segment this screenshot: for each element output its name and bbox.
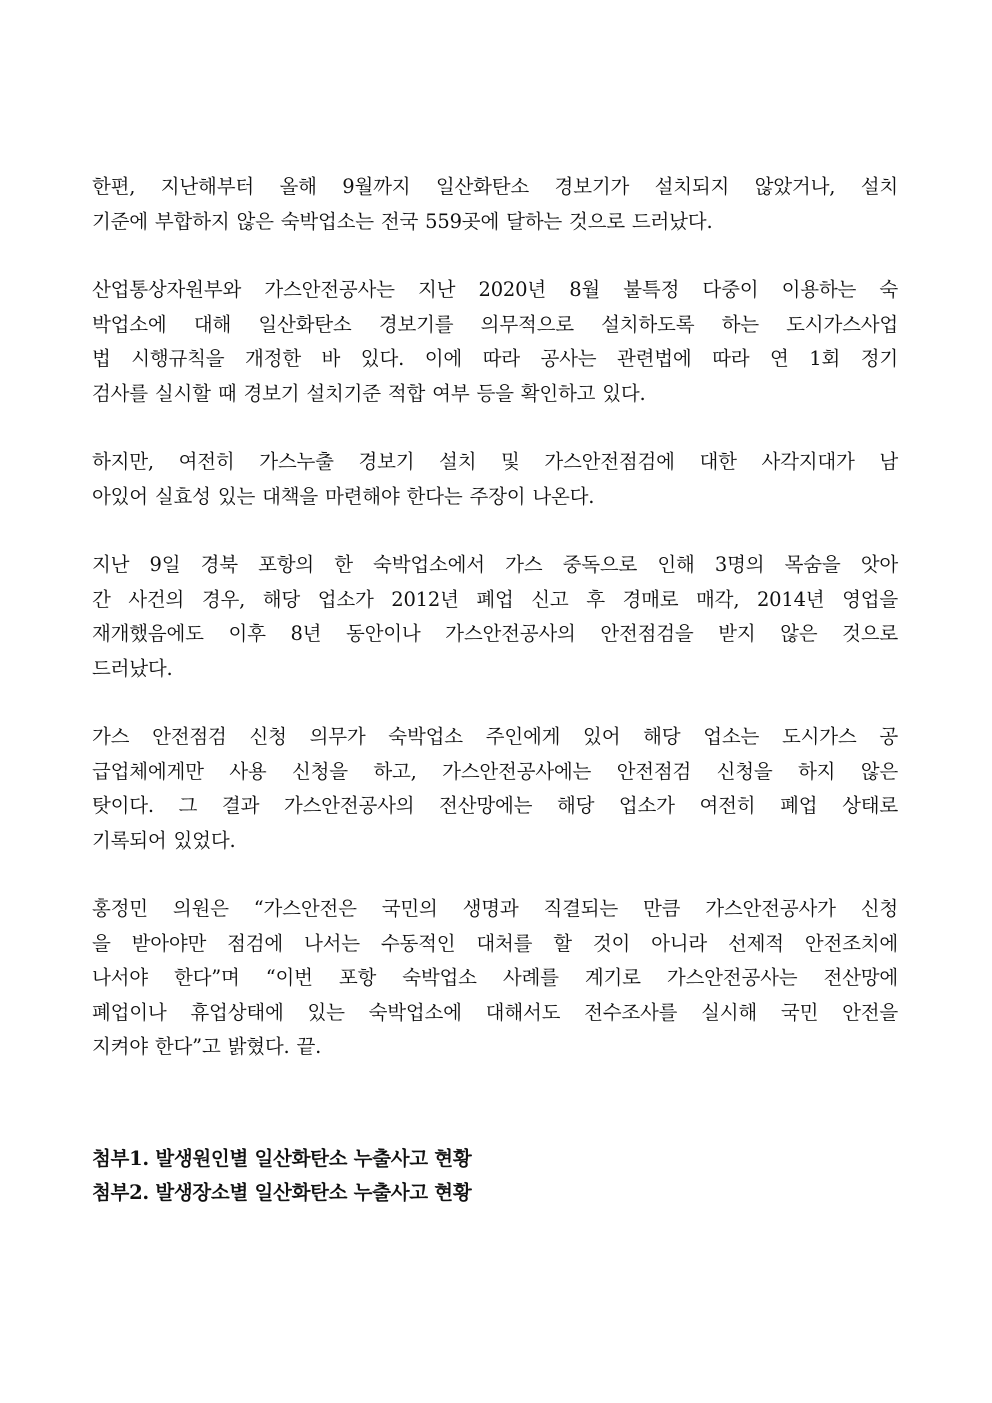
- paragraph-line: 검사를 실시할 때 경보기 설치기준 적합 여부 등을 확인하고 있다.: [92, 381, 646, 405]
- paragraph-line: 나서야 한다”며 “이번 포항 숙박업소 사례를 계기로 가스안전공사는 전산망에: [92, 966, 898, 989]
- attachment-1: 첨부1. 발생원인별 일산화탄소 누출사고 현황: [92, 1147, 472, 1170]
- paragraph-2: [92, 273, 898, 411]
- paragraph-line: 아있어 실효성 있는 대책을 마련해야 한다는 주장이 나온다.: [92, 484, 595, 508]
- paragraph-line: 홍정민 의원은 “가스안전은 국민의 생명과 직결되는 만큼 가스안전공사가 신청: [92, 897, 898, 920]
- paragraph-4: [92, 548, 898, 686]
- paragraph-line: 간 사건의 경우, 해당 업소가 2012년 폐업 신고 후 경매로 매각, 2014년 영업을: [92, 587, 898, 611]
- paragraph-1: [92, 170, 898, 239]
- paragraph-line: 하지만, 여전히 가스누출 경보기 설치 및 가스안전점검에 대한 사각지대가 남: [92, 450, 898, 473]
- paragraph-6: [92, 892, 898, 1065]
- paragraph-line: 기록되어 있었다.: [92, 828, 236, 852]
- document-body: [92, 170, 898, 1099]
- paragraph-line: 드러났다.: [92, 656, 173, 680]
- paragraph-line: 급업체에게만 사용 신청을 하고, 가스안전공사에는 안전점검 신청을 하지 않은: [92, 759, 898, 783]
- paragraph-line: 지켜야 한다”고 밝혔다. 끝.: [92, 1035, 322, 1058]
- paragraph-line: 폐업이나 휴업상태에 있는 숙박업소에 대해서도 전수조사를 실시해 국민 안전을: [92, 1000, 898, 1024]
- paragraph-line: 박업소에 대해 일산화탄소 경보기를 의무적으로 설치하도록 하는 도시가스사업: [92, 312, 898, 336]
- paragraph-line: 기준에 부합하지 않은 숙박업소는 전국 559곳에 달하는 것으로 드러났다.: [92, 209, 713, 233]
- paragraph-line: 지난 9일 경북 포항의 한 숙박업소에서 가스 중독으로 인해 3명의 목숨을 앗아: [92, 553, 898, 576]
- attachment-2: 첨부2. 발생장소별 일산화탄소 누출사고 현황: [92, 1181, 472, 1204]
- paragraph-line: 가스 안전점검 신청 의무가 숙박업소 주인에게 있어 해당 업소는 도시가스 공: [92, 725, 898, 748]
- paragraph-line: 법 시행규칙을 개정한 바 있다. 이에 따라 공사는 관련법에 따라 연 1회 정기: [92, 347, 898, 370]
- attachment-list: [92, 1142, 898, 1210]
- paragraph-line: 한편, 지난해부터 올해 9월까지 일산화탄소 경보기가 설치되지 않았거나, 설치: [92, 175, 898, 198]
- paragraph-3: [92, 445, 898, 514]
- paragraph-line: 을 받아야만 점검에 나서는 수동적인 대처를 할 것이 아니라 선제적 안전조치에: [92, 931, 898, 955]
- paragraph-line: 재개했음에도 이후 8년 동안이나 가스안전공사의 안전점검을 받지 않은 것으로: [92, 622, 898, 645]
- paragraph-line: 탓이다. 그 결과 가스안전공사의 전산망에는 해당 업소가 여전히 폐업 상태로: [92, 794, 898, 817]
- paragraph-line: 산업통상자원부와 가스안전공사는 지난 2020년 8월 불특정 다중이 이용하는 숙: [92, 278, 898, 301]
- paragraph-5: [92, 720, 898, 858]
